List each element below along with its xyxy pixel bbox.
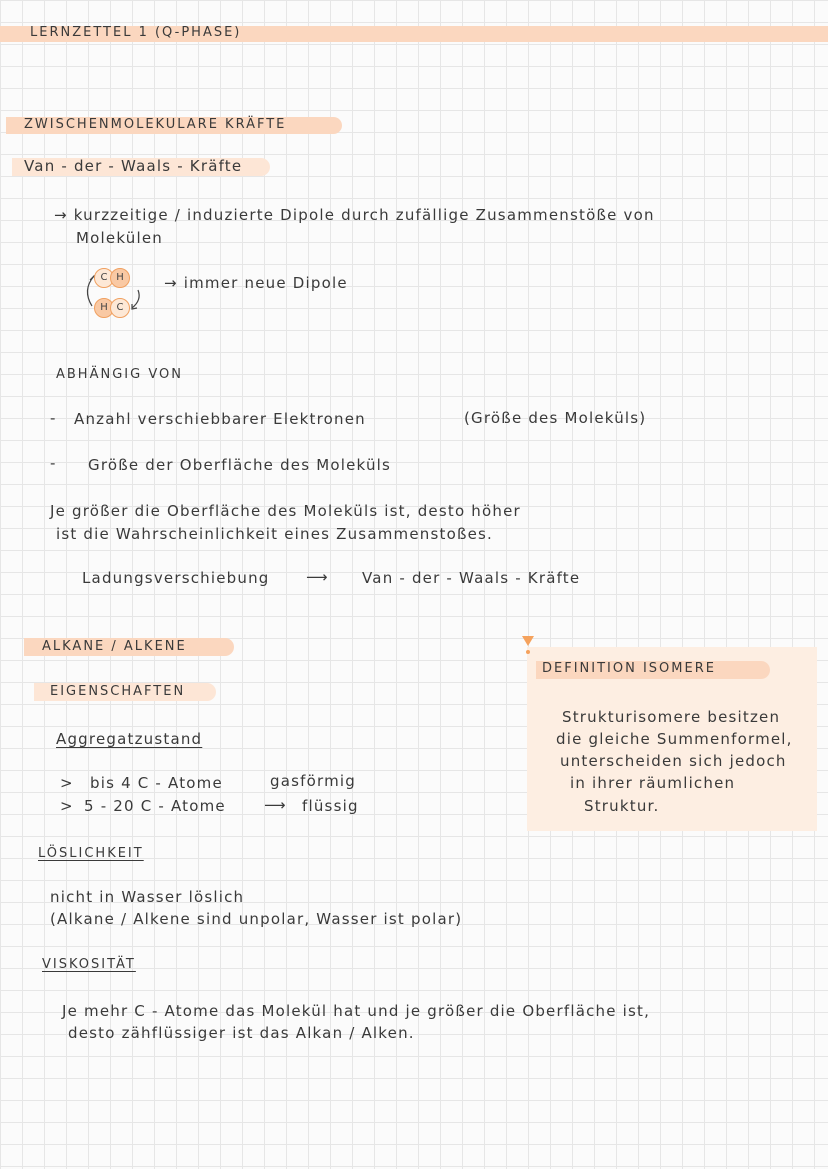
carbon-atom: C bbox=[94, 268, 114, 288]
hydrogen-atom: H bbox=[110, 268, 130, 288]
subheading-eigenschaften: EIGENSCHAFTEN bbox=[50, 684, 186, 699]
ladung-result: Van - der - Waals - Kräfte bbox=[362, 569, 581, 587]
page-title: LERNZETTEL 1 (Q-PHASE) bbox=[30, 25, 242, 40]
abhaengig-heading: ABHÄNGIG VON bbox=[56, 367, 183, 382]
dependency-item: Größe der Oberfläche des Moleküls bbox=[88, 456, 392, 474]
warning-icon-dot bbox=[526, 650, 530, 654]
definition-line: Struktur. bbox=[584, 797, 660, 815]
text-line: ist die Wahrscheinlichkeit eines Zusammenstoßes. bbox=[56, 525, 494, 543]
aggregat-value: flüssig bbox=[302, 797, 359, 815]
section-heading-zwischenmolekulare: ZWISCHENMOLEKULARE KRÄFTE bbox=[24, 117, 287, 132]
arrow-icon: ⟶ bbox=[306, 568, 329, 586]
subheading-vdw: Van - der - Waals - Kräfte bbox=[24, 157, 243, 175]
carbon-atom: C bbox=[110, 298, 130, 318]
dipole-molecule-illustration bbox=[80, 262, 150, 322]
text-line: nicht in Wasser löslich bbox=[50, 888, 245, 906]
aggregat-item: bis 4 C - Atome bbox=[90, 774, 223, 792]
text-line: desto zähflüssiger ist das Alkan / Alken. bbox=[68, 1024, 415, 1042]
definition-line: Strukturisomere besitzen bbox=[562, 708, 781, 726]
dash: - bbox=[50, 409, 57, 427]
hydrogen-atom: H bbox=[94, 298, 114, 318]
warning-icon bbox=[522, 636, 534, 646]
definition-line: unterscheiden sich jedoch bbox=[560, 752, 787, 770]
text-line: Molekülen bbox=[76, 229, 163, 247]
dependency-item: Anzahl verschiebbarer Elektronen bbox=[74, 410, 366, 428]
aggregat-value: gasförmig bbox=[270, 772, 356, 790]
text-line: Je größer die Oberfläche des Moleküls ist, desto höher bbox=[50, 502, 521, 520]
dependency-note: (Größe des Moleküls) bbox=[464, 409, 647, 427]
arrow-icon: ⟶ bbox=[264, 796, 287, 814]
dash: - bbox=[50, 454, 57, 472]
section-heading-alkane: ALKANE / ALKENE bbox=[42, 639, 187, 654]
dipole-note: → immer neue Dipole bbox=[164, 274, 348, 292]
text-line: Je mehr C - Atome das Molekül hat und je größer die Oberfläche ist, bbox=[62, 1002, 651, 1020]
text-line: (Alkane / Alkene sind unpolar, Wasser ist polar) bbox=[50, 910, 463, 928]
definition-title: DEFINITION ISOMERE bbox=[542, 661, 716, 676]
definition-line: die gleiche Summenformel, bbox=[556, 730, 793, 748]
ladung-text: Ladungsverschiebung bbox=[82, 569, 270, 587]
loeslichkeit-heading: LÖSLICHKEIT bbox=[38, 846, 144, 861]
bullet: > bbox=[60, 774, 74, 792]
bullet: > bbox=[60, 797, 74, 815]
definition-line: in ihrer räumlichen bbox=[570, 774, 736, 792]
viskositaet-heading: VISKOSITÄT bbox=[42, 957, 136, 972]
text-line: → kurzzeitige / induzierte Dipole durch zufällige Zusammenstöße von bbox=[54, 206, 655, 224]
aggregat-item: 5 - 20 C - Atome bbox=[84, 797, 226, 815]
aggregat-heading: Aggregatzustand bbox=[56, 730, 203, 748]
